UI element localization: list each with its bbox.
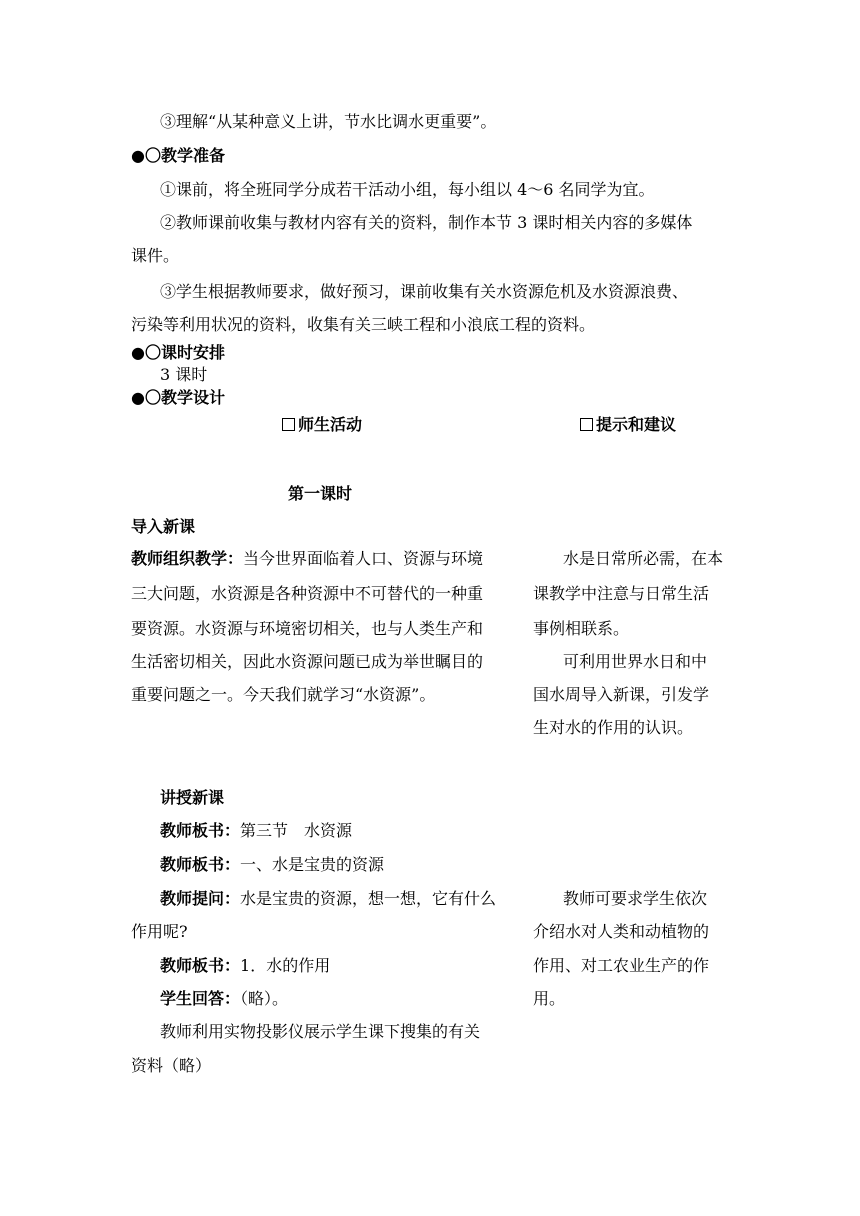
column-header-activities: 师生活动 xyxy=(282,415,362,435)
tip-3-line-1: 教师可要求学生依次 xyxy=(563,889,708,908)
checkbox-square-icon xyxy=(580,418,593,431)
projector-line-1: 教师利用实物投影仪展示学生课下搜集的有关 xyxy=(160,1022,481,1041)
teacher-question-line-1: 教师提问：水是宝贵的资源，想一想，它有什么 xyxy=(160,889,497,908)
tip-3-line-3: 作用、对工农业生产的作 xyxy=(533,956,710,975)
intro-line-1: 教师组织教学：当今世界面临着人口、资源与环境 xyxy=(131,549,484,568)
tip-3-line-4: 用。 xyxy=(533,989,566,1008)
tip-1-line-2: 课教学中注意与日常生活 xyxy=(533,584,710,603)
section-heading-design: ●〇教学设计 xyxy=(131,388,225,407)
tip-2-line-2: 国水周导入新课，引发学 xyxy=(533,685,710,704)
schedule-value: 3 课时 xyxy=(160,365,208,384)
tip-2-line-3: 生对水的作用的认识。 xyxy=(533,718,694,737)
prep-item-1: ①课前，将全班同学分成若干活动小组，每小组以 4～6 名同学为宜。 xyxy=(160,180,655,199)
column-header-tips: 提示和建议 xyxy=(580,415,676,435)
board-note-2: 教师板书：一、水是宝贵的资源 xyxy=(160,855,385,874)
tip-1-line-1: 水是日常所必需，在本 xyxy=(563,549,724,568)
checkbox-square-icon xyxy=(282,418,295,431)
board-note-3: 教师板书：1．水的作用 xyxy=(160,956,331,975)
lesson-title: 第一课时 xyxy=(288,484,353,503)
tip-1-line-3: 事例相联系。 xyxy=(533,619,630,638)
prep-item-2-line-1: ②教师课前收集与教材内容有关的资料，制作本节 3 课时相关内容的多媒体 xyxy=(160,213,693,232)
teacher-question-line-2: 作用呢? xyxy=(131,922,188,941)
intro-line-2: 三大问题，水资源是各种资源中不可替代的一种重 xyxy=(131,584,484,603)
intro-heading: 导入新课 xyxy=(131,517,196,536)
objective-item-3: ③理解“从某种意义上讲，节水比调水更重要”。 xyxy=(160,112,497,131)
intro-line-5: 重要问题之一。今天我们就学习“水资源”。 xyxy=(131,685,436,704)
intro-line-4: 生活密切相关，因此水资源问题已成为举世瞩目的 xyxy=(131,652,484,671)
section-heading-preparation: ●〇教学准备 xyxy=(131,146,225,165)
projector-line-2: 资料（略） xyxy=(131,1056,212,1075)
intro-line-3: 要资源。水资源与环境密切相关，也与人类生产和 xyxy=(131,619,484,638)
prep-item-2-line-2: 课件。 xyxy=(131,246,180,265)
board-note-1: 教师板书：第三节 水资源 xyxy=(160,821,353,840)
tip-2-line-1: 可利用世界水日和中 xyxy=(563,652,708,671)
section-heading-schedule: ●〇课时安排 xyxy=(131,343,225,362)
tip-3-line-2: 介绍水对人类和动植物的 xyxy=(533,922,710,941)
new-lesson-heading: 讲授新课 xyxy=(160,788,225,807)
student-answer: 学生回答：（略）。 xyxy=(160,989,289,1008)
prep-item-3-line-1: ③学生根据教师要求，做好预习，课前收集有关水资源危机及水资源浪费、 xyxy=(160,282,689,301)
prep-item-3-line-2: 污染等利用状况的资料，收集有关三峡工程和小浪底工程的资料。 xyxy=(131,315,596,334)
